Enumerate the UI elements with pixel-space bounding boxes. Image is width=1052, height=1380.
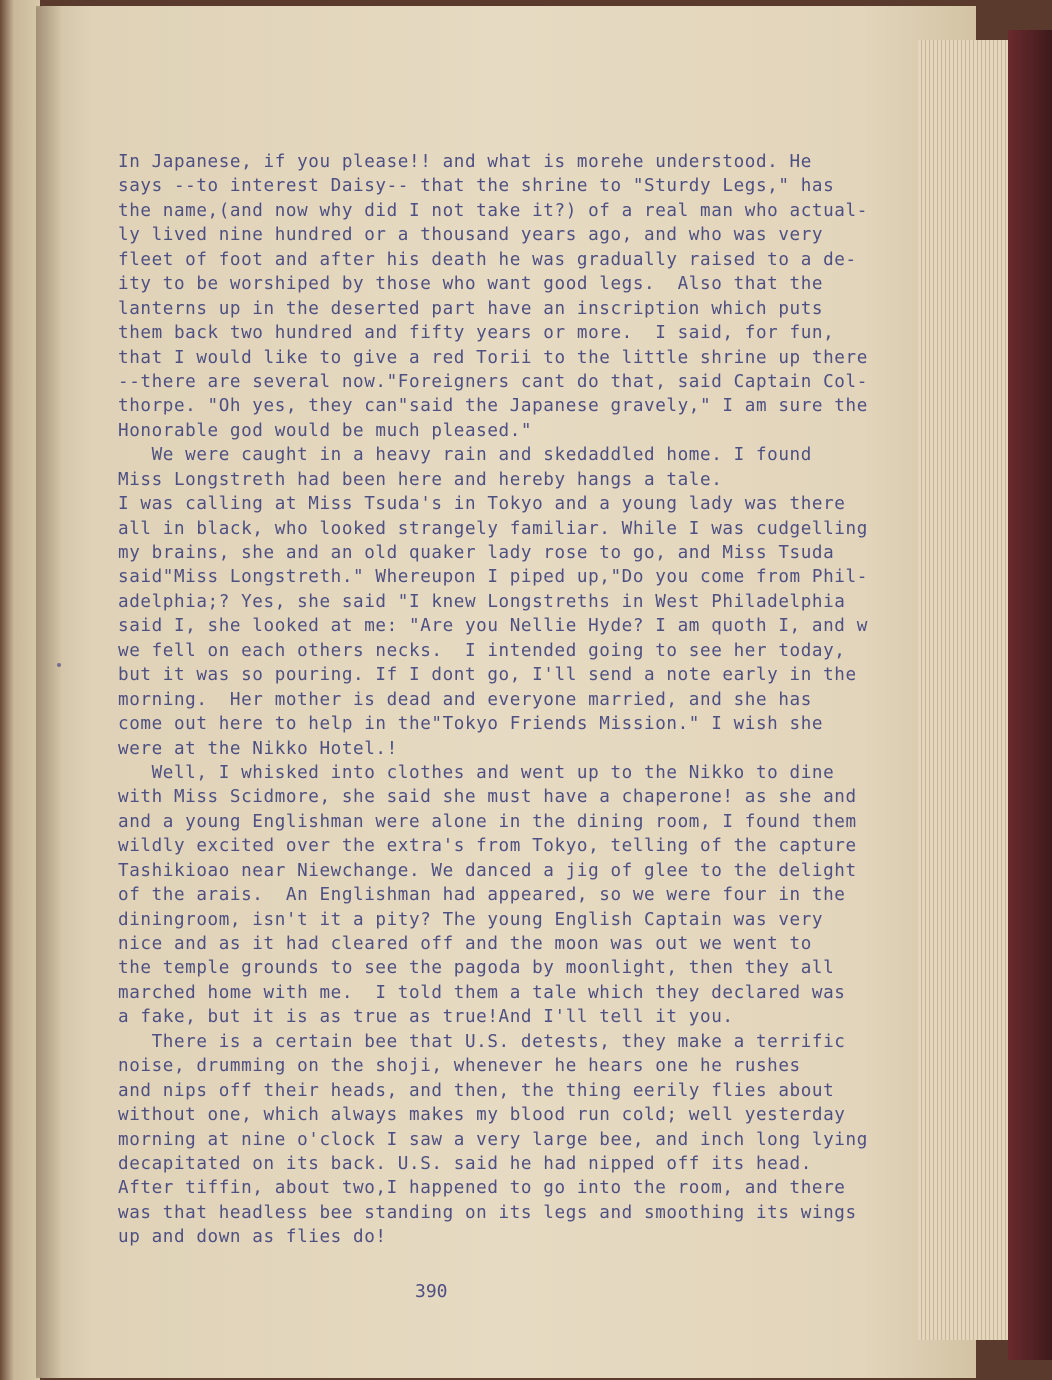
text-line: said"Miss Longstreth." Whereupon I piped up,"Do you come from Phil- xyxy=(118,567,868,588)
text-line: we fell on each others necks. I intended going to see her today, xyxy=(118,640,846,661)
text-line: morning. Her mother is dead and everyone married, and she has xyxy=(118,689,812,710)
text-line: was that headless bee standing on its legs and smoothing its wings xyxy=(118,1202,857,1223)
text-line: fleet of foot and after his death he was gradually raised to a de- xyxy=(118,249,857,270)
text-line: a fake, but it is as true as true!And I'll tell it you. xyxy=(118,1007,734,1028)
page-number: 390 xyxy=(415,1281,448,1302)
text-line: all in black, who looked strangely familiar. While I was cudgelling xyxy=(118,518,868,539)
text-line: I was calling at Miss Tsuda's in Tokyo and a young lady was there xyxy=(118,494,846,515)
typewritten-text-block xyxy=(118,150,913,1250)
text-line: thorpe. "Oh yes, they can"said the Japanese gravely," I am sure the xyxy=(118,396,868,417)
text-line: There is a certain bee that U.S. detests, they make a terrific xyxy=(118,1031,846,1052)
text-line: Honorable god would be much pleased." xyxy=(118,420,533,441)
text-line: Miss Longstreth had been here and hereby hangs a tale. xyxy=(118,469,723,490)
text-line: Tashikioao near Niewchange. We danced a jig of glee to the delight xyxy=(118,860,857,881)
text-line: the temple grounds to see the pagoda by moonlight, then they all xyxy=(118,958,835,979)
text-line: ly lived nine hundred or a thousand years ago, and who was very xyxy=(118,225,824,246)
text-line: morning at nine o'clock I saw a very large bee, and inch long lying xyxy=(118,1129,868,1150)
text-line: We were caught in a heavy rain and skedaddled home. I found xyxy=(118,445,812,466)
text-line: wildly excited over the extra's from Tokyo, telling of the capture xyxy=(118,836,857,857)
text-line: decapitated on its back. U.S. said he had nipped off its head. xyxy=(118,1153,812,1174)
gutter-shadow xyxy=(36,6,62,1378)
text-line: of the arais. An Englishman had appeared, so we were four in the xyxy=(118,885,846,906)
text-line: but it was so pouring. If I dont go, I'll send a note early in the xyxy=(118,665,857,686)
text-line: noise, drumming on the shoji, whenever he hears one he rushes xyxy=(118,1056,801,1077)
text-line: diningroom, isn't it a pity? The young English Captain was very xyxy=(118,909,824,930)
text-line: were at the Nikko Hotel.! xyxy=(118,738,398,759)
ink-spot xyxy=(57,663,61,667)
text-line: says --to interest Daisy-- that the shrine to "Sturdy Legs," has xyxy=(118,176,835,197)
text-line: In Japanese, if you please!! and what is morehe understood. He xyxy=(118,152,812,172)
page-edges-stack xyxy=(918,40,1014,1340)
text-line: After tiffin, about two,I happened to go into the room, and there xyxy=(118,1178,846,1199)
book-left-page-edge xyxy=(0,0,40,1380)
text-line: them back two hundred and fifty years or more. I said, for fun, xyxy=(118,323,835,344)
text-line: Well, I whisked into clothes and went up to the Nikko to dine xyxy=(118,762,835,783)
text-line: the name,(and now why did I not take it?) of a real man who actual- xyxy=(118,200,868,221)
book-cover-edge xyxy=(1008,30,1052,1360)
text-line: and nips off their heads, and then, the thing eerily flies about xyxy=(118,1080,835,1101)
text-line: with Miss Scidmore, she said she must have a chaperone! as she and xyxy=(118,787,857,808)
text-line: come out here to help in the"Tokyo Friends Mission." I wish she xyxy=(118,714,824,735)
text-line: said I, she looked at me: "Are you Nellie Hyde? I am quoth I, and w xyxy=(118,616,868,637)
text-line: --there are several now."Foreigners cant do that, said Captain Col- xyxy=(118,371,868,392)
text-line: up and down as flies do! xyxy=(118,1227,387,1248)
text-line: without one, which always makes my blood run cold; well yesterday xyxy=(118,1105,846,1126)
text-line: nice and as it had cleared off and the moon was out we went to xyxy=(118,934,812,954)
text-line: and a young Englishman were alone in the dining room, I found them xyxy=(118,811,857,832)
text-line: my brains, she and an old quaker lady rose to go, and Miss Tsuda xyxy=(118,543,835,563)
text-line: ity to be worshiped by those who want good legs. Also that the xyxy=(118,274,824,295)
text-line: that I would like to give a red Torii to the little shrine up there xyxy=(118,347,868,368)
text-line: adelphia;? Yes, she said "I knew Longstreths in West Philadelphia xyxy=(118,591,846,612)
text-line: marched home with me. I told them a tale which they declared was xyxy=(118,982,846,1003)
text-line: lanterns up in the deserted part have an inscription which puts xyxy=(118,298,824,319)
